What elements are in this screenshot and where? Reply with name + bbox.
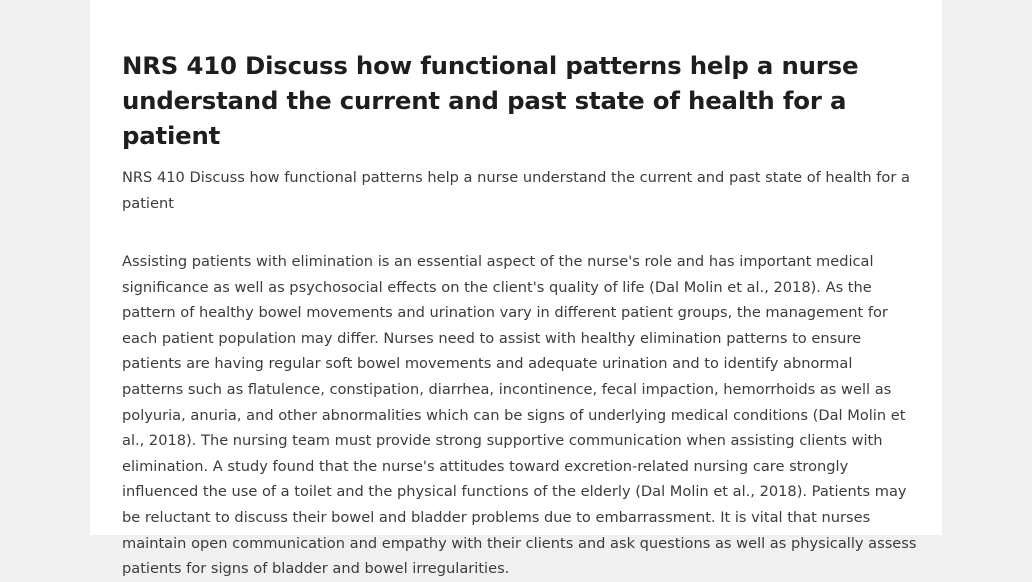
- article-title: NRS 410 Discuss how functional patterns help a nurse understand the current and past state of health for a patient: [122, 51, 859, 150]
- article-subtitle: NRS 410 Discuss how functional patterns help a nurse understand the current and past state of health for a patient: [122, 169, 910, 212]
- article-page: [90, 0, 942, 578]
- article-paragraph: Assisting patients with elimination is an essential aspect of the nurse's role and has important medical significance as well as psychosocial effects on the client's quality of life (Dal Molin et al., 2018). As the pattern of healthy bowel movements and urination vary in different patient groups, the management for each patient population may differ. Nurses need to assist with healthy elimination patterns to ensure patients are having regular soft bowel movements and adequate urination and to identify abnormal patterns such as flatulence, constipation, diarrhea, incontinence, fecal impaction, hemorrhoids as well as polyuria, anuria, and other abnormalities which can be signs of underlying medical conditions (Dal Molin et al., 2018). The nursing team must provide strong supportive communication when assisting clients with elimination. A study found that the nurse's attitudes toward excretion-related nursing care strongly influenced the use of a toilet and the physical functions of the elderly (Dal Molin et al., 2018). Patients may be reluctant to discuss their bowel and bladder problems due to embarrassment. It is vital that nurses maintain open communication and empathy with their clients and ask questions as well as physically assess patients for signs of bladder and bowel irregularities.: [122, 253, 917, 578]
